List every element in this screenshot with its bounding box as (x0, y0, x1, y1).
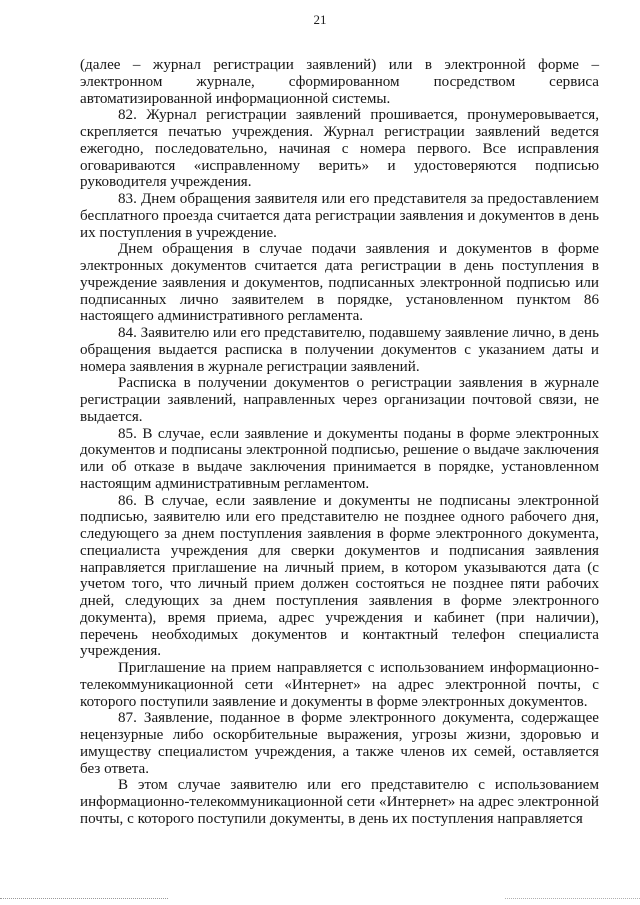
document-body (80, 57, 599, 828)
paragraph-85: 85. В случае, если заявление и документы поданы в форме электронных документов и подписаны электронной подписью, решение о выдаче заключения или об отказе в выдаче заключения принимается в порядке, установленном настоящим административным регламентом. (80, 425, 599, 492)
paragraph-84-postal: Расписка в получении документов о регистрации заявления в журнале регистрации заявлений, направленных через организации почтовой связи, не выдается. (80, 375, 599, 425)
paragraph-86: 86. В случае, если заявление и документы не подписаны электронной подписью, заявителю или его представителю не позднее одного рабочего дня, следующего за днем поступления заявления в форме электронного документа, специалиста учреждения для сверки документов и подписания заявления направляется приглашение на личный прием, в котором указываются дата (с учетом того, что личный прием должен состояться не позднее пяти рабочих дней, следующих за днем поступления заявления в форме электронного документа), время приема, адрес учреждения и кабинет (при наличии), перечень необходимых документов и контактный телефон специалиста учреждения. (80, 492, 599, 660)
paragraph-continuation: (далее – журнал регистрации заявлений) или в электронной форме – электронном журнале, сформированном посредством сервиса автоматизированной информационной системы. (80, 57, 599, 107)
scan-edge-line-right (505, 898, 640, 899)
paragraph-86-invitation: Приглашение на прием направляется с использованием информационно-телекоммуникационной сети «Интернет» на адрес электронной почты, с которого поступили заявление и документы в форме электронных документов. (80, 660, 599, 710)
paragraph-87-notice: В этом случае заявителю или его представителю с использованием информационно-телекоммуникационной сети «Интернет» на адрес электронной почты, с которого поступили документы, в день их поступления направляется (80, 777, 599, 827)
paragraph-82: 82. Журнал регистрации заявлений прошивается, пронумеровывается, скрепляется печатью учреждения. Журнал регистрации заявлений ведется ежегодно, последовательно, начиная с номера первого. Все исправления оговариваются «исправленному верить» и удостоверяются подписью руководителя учреждения. (80, 107, 599, 191)
paragraph-87: 87. Заявление, поданное в форме электронного документа, содержащее нецензурные либо оскорбительные выражения, угрозы жизни, здоровью и имуществу специалистом учреждения, а также членов их семей, оставляется без ответа. (80, 710, 599, 777)
paragraph-84: 84. Заявителю или его представителю, подавшему заявление лично, в день обращения выдается расписка в получении документов с указанием даты и номера заявления в журнале регистрации заявлений. (80, 325, 599, 375)
paragraph-83-electronic: Днем обращения в случае подачи заявления и документов в форме электронных документов считается дата регистрации в день поступления в учреждение заявления и документов, подписанных электронной подписью или подписанных лично заявителем в порядке, установленном пунктом 86 настоящего административного регламента. (80, 241, 599, 325)
paragraph-83: 83. Днем обращения заявителя или его представителя за предоставлением бесплатного проезда считается дата регистрации заявления и документов в день их поступления в учреждение. (80, 191, 599, 241)
page-number: 21 (313, 12, 327, 27)
scan-edge-line-left (0, 898, 168, 899)
